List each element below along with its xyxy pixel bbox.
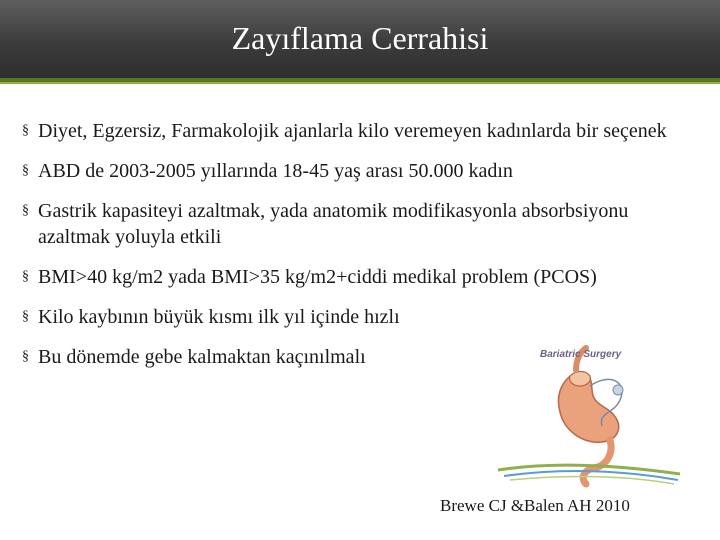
bullet-item — [22, 118, 692, 144]
bullet-marker: § — [22, 123, 29, 138]
bullet-marker: § — [22, 309, 29, 324]
bullet-marker: § — [22, 349, 29, 364]
bullet-text: BMI>40 kg/m2 yada BMI>35 kg/m2+ciddi medikal problem (PCOS) — [38, 266, 597, 288]
bariatric-surgery-illustration — [490, 342, 690, 490]
bullet-text: Bu dönemde gebe kalmaktan kaçınılmalı — [38, 346, 366, 368]
bullet-item — [22, 158, 692, 184]
bullet-text: Gastrik kapasiteyi azaltmak, yada anatomik modifikasyonla absorbsiyonu azaltmak yoluyla etkili — [38, 200, 629, 248]
citation: Brewe CJ &Balen AH 2010 — [440, 496, 630, 515]
slide-title: Zayıflama Cerrahisi — [231, 20, 489, 56]
bullet-text: ABD de 2003-2005 yıllarında 18-45 yaş arası 50.000 kadın — [38, 160, 513, 182]
bullet-text: Kilo kaybının büyük kısmı ilk yıl içinde hızlı — [38, 306, 400, 328]
illustration-caption: Bariatric Surgery — [540, 349, 622, 360]
bullet-marker: § — [22, 163, 29, 178]
bullet-item — [22, 198, 692, 250]
bullet-marker: § — [22, 269, 29, 284]
bullet-marker: § — [22, 203, 29, 218]
accent-divider-light — [0, 82, 720, 84]
bullet-item — [22, 264, 648, 290]
bullet-item — [22, 304, 692, 330]
bullet-text: Diyet, Egzersiz, Farmakolojik ajanlarla kilo veremeyen kadınlarda bir seçenek — [38, 120, 667, 142]
